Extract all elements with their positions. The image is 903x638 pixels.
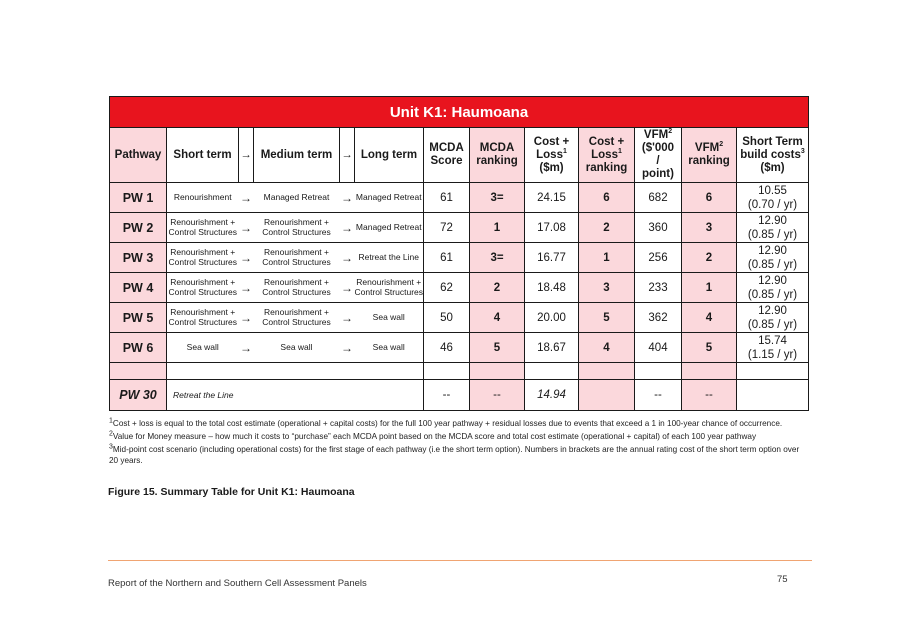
header-mcda-ranking: MCDA ranking bbox=[470, 128, 525, 183]
blank-cell bbox=[525, 363, 579, 380]
mcda-ranking-cell: 4 bbox=[470, 303, 525, 333]
footnote-1: 1Cost + loss is equal to the total cost estimate (operational + capital costs) for the full 100 year pathway + residual losses due to events that exceed a 1 in 100-year chance of occurrence. bbox=[109, 417, 783, 428]
mcda-ranking-cell: 3= bbox=[470, 243, 525, 273]
arrow-icon: → bbox=[239, 213, 254, 243]
long-term-option: Managed Retreat bbox=[355, 213, 424, 243]
cost-loss-ranking-cell: 3 bbox=[579, 273, 635, 303]
arrow-icon: → bbox=[239, 243, 254, 273]
short-term-option: Renourishment bbox=[167, 183, 239, 213]
arrow-icon: → bbox=[239, 303, 254, 333]
vfm-cell: 362 bbox=[635, 303, 682, 333]
pathway-cell: PW 5 bbox=[110, 303, 167, 333]
mcda-score-cell: 46 bbox=[424, 333, 470, 363]
footnote-2: 2Value for Money measure – how much it costs to “purchase” each MCDA point based on the MCDA score and total cost estimate (operational + capital) of each 100 year pathway bbox=[109, 430, 757, 441]
header-pathway: Pathway bbox=[110, 128, 167, 183]
pathway-cell: PW 2 bbox=[110, 213, 167, 243]
blank-cell bbox=[682, 363, 737, 380]
vfm-ranking-cell: 2 bbox=[682, 243, 737, 273]
footer-report-title: Report of the Northern and Southern Cell Assessment Panels bbox=[108, 578, 367, 589]
arrow-icon: → bbox=[340, 333, 355, 363]
arrow-icon: → bbox=[340, 273, 355, 303]
mcda-ranking-cell: 1 bbox=[470, 213, 525, 243]
long-term-option: Renourishment + Control Structures bbox=[355, 273, 424, 303]
medium-term-option: Managed Retreat bbox=[254, 183, 340, 213]
vfm-ranking-cell: 6 bbox=[682, 183, 737, 213]
arrow-icon: → bbox=[239, 333, 254, 363]
short-term-option: Renourishment + Control Structures bbox=[167, 243, 239, 273]
mcda-score-cell: 50 bbox=[424, 303, 470, 333]
header-row bbox=[110, 128, 809, 183]
table-row bbox=[110, 213, 809, 243]
cost-loss-cell: 24.15 bbox=[525, 183, 579, 213]
blank-cell bbox=[737, 363, 809, 380]
table-footnotes bbox=[109, 418, 809, 468]
footnote-3: 3Mid-point cost scenario (including operational costs) for the first stage of each pathway (i.e the short term option). Numbers in brackets are the annual rating cost of the short term option over 20 years. bbox=[109, 443, 800, 465]
page-number: 75 bbox=[777, 574, 788, 585]
vfm-ranking-cell: 3 bbox=[682, 213, 737, 243]
header-mcda-score: MCDA Score bbox=[424, 128, 470, 183]
blank-cell bbox=[167, 363, 424, 380]
arrow-icon: → bbox=[239, 273, 254, 303]
short-term-build-cost-cell: 15.74 (1.15 / yr) bbox=[737, 333, 809, 363]
figure-caption: Figure 15. Summary Table for Unit K1: Haumoana bbox=[108, 486, 355, 498]
arrow-icon: → bbox=[340, 183, 355, 213]
summary-table-container bbox=[109, 96, 808, 411]
pathway-cell: PW 3 bbox=[110, 243, 167, 273]
cost-loss-cell: 18.67 bbox=[525, 333, 579, 363]
table-body bbox=[110, 183, 809, 411]
blank-cell bbox=[110, 363, 167, 380]
cost-loss-ranking-cell: 4 bbox=[579, 333, 635, 363]
vfm-cell: 233 bbox=[635, 273, 682, 303]
vfm-cell: 404 bbox=[635, 333, 682, 363]
long-term-option: Managed Retreat bbox=[355, 183, 424, 213]
mcda-ranking-cell: 5 bbox=[470, 333, 525, 363]
header-short-term: Short term bbox=[167, 128, 239, 183]
mcda-score-cell: 72 bbox=[424, 213, 470, 243]
arrow-icon: → bbox=[340, 303, 355, 333]
short-term-build-cost-cell: 12.90 (0.85 / yr) bbox=[737, 213, 809, 243]
mcda-score-cell: 61 bbox=[424, 183, 470, 213]
cost-loss-ranking-cell: 5 bbox=[579, 303, 635, 333]
short-term-build-cost-cell: 12.90 (0.85 / yr) bbox=[737, 303, 809, 333]
header-cost-loss-ranking: Cost + Loss$^1$ ranking bbox=[579, 128, 635, 183]
medium-term-option: Renourishment + Control Structures bbox=[254, 243, 340, 273]
header-arrow-1: → bbox=[239, 128, 254, 183]
spacer-row bbox=[110, 363, 809, 380]
cost-loss-ranking-cell bbox=[579, 380, 635, 411]
short-term-build-cost-cell: 12.90 (0.85 / yr) bbox=[737, 273, 809, 303]
vfm-cell: -- bbox=[635, 380, 682, 411]
cost-loss-ranking-cell: 2 bbox=[579, 213, 635, 243]
long-term-option: Sea wall bbox=[355, 303, 424, 333]
mcda-score-cell: 62 bbox=[424, 273, 470, 303]
arrow-icon: → bbox=[239, 183, 254, 213]
medium-term-option: Renourishment + Control Structures bbox=[254, 273, 340, 303]
blank-cell bbox=[424, 363, 470, 380]
table-row bbox=[110, 333, 809, 363]
pw30-option: Retreat the Line bbox=[167, 380, 424, 411]
medium-term-option: Sea wall bbox=[254, 333, 340, 363]
mcda-score-cell: 61 bbox=[424, 243, 470, 273]
vfm-ranking-cell: 4 bbox=[682, 303, 737, 333]
mcda-score-cell: -- bbox=[424, 380, 470, 411]
short-term-option: Renourishment + Control Structures bbox=[167, 273, 239, 303]
pathway-cell: PW 30 bbox=[110, 380, 167, 411]
table-row-pw30 bbox=[110, 380, 809, 411]
short-term-build-cost-cell: 10.55 (0.70 / yr) bbox=[737, 183, 809, 213]
short-term-build-cost-cell bbox=[737, 380, 809, 411]
cost-loss-ranking-cell: 6 bbox=[579, 183, 635, 213]
short-term-option: Sea wall bbox=[167, 333, 239, 363]
vfm-ranking-cell: 1 bbox=[682, 273, 737, 303]
medium-term-option: Renourishment + Control Structures bbox=[254, 303, 340, 333]
header-vfm-ranking: VFM$^2$ ranking bbox=[682, 128, 737, 183]
table-row bbox=[110, 183, 809, 213]
pathway-cell: PW 6 bbox=[110, 333, 167, 363]
long-term-option: Retreat the Line bbox=[355, 243, 424, 273]
vfm-cell: 256 bbox=[635, 243, 682, 273]
short-term-option: Renourishment + Control Structures bbox=[167, 213, 239, 243]
header-arrow-2: → bbox=[340, 128, 355, 183]
cost-loss-cell: 18.48 bbox=[525, 273, 579, 303]
medium-term-option: Renourishment + Control Structures bbox=[254, 213, 340, 243]
vfm-cell: 360 bbox=[635, 213, 682, 243]
vfm-cell: 682 bbox=[635, 183, 682, 213]
footer-divider bbox=[108, 560, 812, 561]
cost-loss-cell: 20.00 bbox=[525, 303, 579, 333]
vfm-ranking-cell: 5 bbox=[682, 333, 737, 363]
summary-table bbox=[109, 96, 809, 411]
header-short-term-build-costs: Short Term build costs$^3$ ($m) bbox=[737, 128, 809, 183]
cost-loss-cell: 16.77 bbox=[525, 243, 579, 273]
header-long-term: Long term bbox=[355, 128, 424, 183]
table-title: Unit K1: Haumoana bbox=[110, 97, 809, 128]
cost-loss-cell: 17.08 bbox=[525, 213, 579, 243]
short-term-option: Renourishment + Control Structures bbox=[167, 303, 239, 333]
vfm-ranking-cell: -- bbox=[682, 380, 737, 411]
arrow-icon: → bbox=[340, 213, 355, 243]
table-row bbox=[110, 273, 809, 303]
cost-loss-ranking-cell: 1 bbox=[579, 243, 635, 273]
pathway-cell: PW 4 bbox=[110, 273, 167, 303]
cost-loss-cell: 14.94 bbox=[525, 380, 579, 411]
header-medium-term: Medium term bbox=[254, 128, 340, 183]
mcda-ranking-cell: -- bbox=[470, 380, 525, 411]
pathway-cell: PW 1 bbox=[110, 183, 167, 213]
arrow-icon: → bbox=[340, 243, 355, 273]
blank-cell bbox=[470, 363, 525, 380]
header-cost-loss: Cost + Loss$^1$ ($m) bbox=[525, 128, 579, 183]
long-term-option: Sea wall bbox=[355, 333, 424, 363]
short-term-build-cost-cell: 12.90 (0.85 / yr) bbox=[737, 243, 809, 273]
mcda-ranking-cell: 2 bbox=[470, 273, 525, 303]
mcda-ranking-cell: 3= bbox=[470, 183, 525, 213]
header-vfm: VFM$^2$ ($'000 / point) bbox=[635, 128, 682, 183]
blank-cell bbox=[635, 363, 682, 380]
table-row bbox=[110, 303, 809, 333]
blank-cell bbox=[579, 363, 635, 380]
table-row bbox=[110, 243, 809, 273]
